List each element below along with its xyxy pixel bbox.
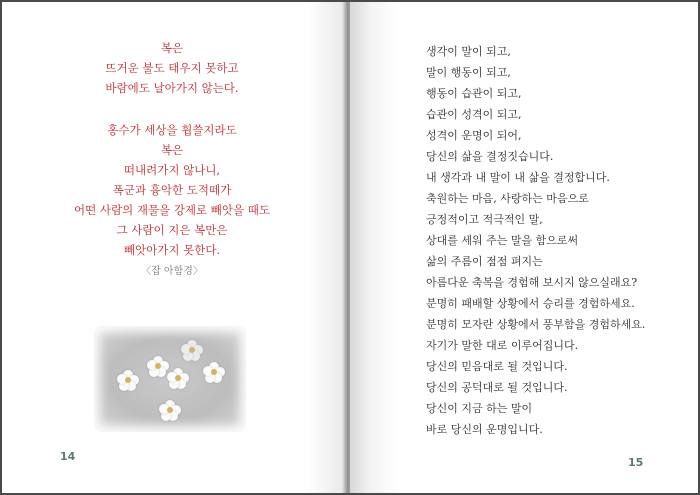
blossom-flower	[160, 400, 180, 420]
text-line: 바로 당신의 운명입니다.	[426, 423, 543, 436]
text-line: 습관이 성격이 되고,	[426, 108, 522, 121]
blossom-flower	[148, 356, 168, 376]
text-line: 삶의 주름이 점점 펴지는	[426, 255, 543, 268]
blossom-photo	[94, 326, 246, 432]
text-line: 말이 행동이 되고,	[426, 66, 511, 79]
text-line: 생각이 말이 되고,	[426, 45, 511, 58]
text-line: 상대를 세워 주는 말을 함으로써	[426, 234, 579, 247]
poem-line: 복은	[160, 41, 184, 55]
text-line: 내 생각과 내 말이 내 삶을 결정합니다.	[426, 171, 610, 184]
page-number-left: 14	[60, 450, 76, 463]
poem-line: 바람에도 날아가지 않는다.	[105, 81, 239, 95]
poem-line: 폭군과 흉악한 도적떼가	[112, 183, 232, 197]
poem	[2, 38, 342, 282]
poem-line: 복은	[160, 143, 184, 157]
blossom-flower	[118, 370, 138, 390]
blossom-flower	[168, 368, 188, 388]
left-page	[2, 2, 350, 493]
body-text	[426, 41, 694, 440]
text-line: 성격이 운명이 되어,	[426, 129, 522, 142]
text-line: 축원하는 마음, 사랑하는 마음으로	[426, 192, 589, 205]
stanza-gap	[2, 98, 342, 120]
text-line: 자기가 말한 대로 이루어집니다.	[426, 339, 579, 352]
poem-line: 빼앗아가지 못한다.	[123, 243, 221, 257]
text-line: 당신의 믿음대로 될 것입니다.	[426, 360, 568, 373]
page-number-right: 15	[628, 456, 644, 469]
text-line: 긍정적이고 적극적인 말,	[426, 213, 543, 226]
text-line: 분명히 패배할 상황에서 승리를 경험하세요.	[426, 297, 635, 310]
poem-line: 그 사람이 지은 복만은	[116, 223, 228, 237]
text-line: 분명히 모자란 상황에서 풍부함을 경험하세요.	[426, 318, 646, 331]
poem-line: 떠내려가지 않나니,	[123, 163, 221, 177]
text-line: 당신의 공덕대로 될 것입니다.	[426, 381, 568, 394]
text-line: 행동이 습관이 되고,	[426, 87, 522, 100]
blossom-flower	[204, 362, 224, 382]
poem-source: 〈잡 아함경〉	[141, 266, 203, 277]
blossom-flower	[182, 340, 202, 360]
text-line: 아름다운 축복을 경험해 보시지 않으실래요?	[426, 276, 638, 289]
poem-line: 어떤 사람의 재물을 강제로 빼앗을 때도	[73, 203, 271, 217]
poem-line: 홍수가 세상을 휩쓸지라도	[107, 123, 237, 137]
text-line: 당신이 지금 하는 말이	[426, 402, 533, 415]
text-line: 당신의 삶을 결정짓습니다.	[426, 150, 554, 163]
poem-line: 뜨거운 불도 태우지 못하고	[105, 61, 239, 75]
